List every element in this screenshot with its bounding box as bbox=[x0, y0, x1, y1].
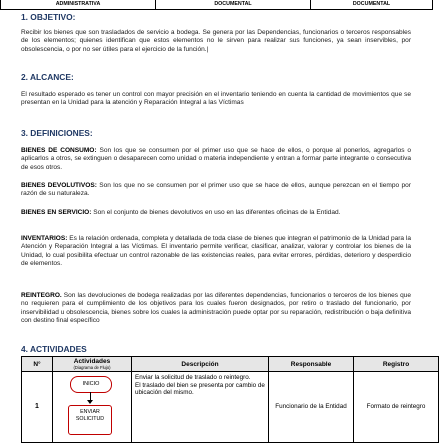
column-header-actividades bbox=[53, 357, 132, 372]
definition-text: Es la relación ordenada, completa y detallada de toda clase de bienes que integran el patrimonio de la Unidad para la Atención y Reparación Integral a las Víctimas. El inventario permite verificar, clasificar, analizar, valorar y controlar los bienes de la Unidad, lo cual posibilita efectuar un control razonable de las existencias reales, para evitar errores, pérdidas, deterioro y desperdicio de elementos. bbox=[21, 235, 411, 267]
flow-box-line1: ENVIAR bbox=[80, 409, 100, 415]
table-row bbox=[22, 372, 439, 443]
document-header-table bbox=[0, 0, 433, 10]
definition-term: REINTEGRO. bbox=[21, 292, 62, 299]
section-title-actividades: 4. ACTIVIDADES bbox=[21, 344, 87, 354]
definition-inventarios bbox=[21, 235, 411, 268]
header-cell-right-line2: DOCUMENTAL bbox=[352, 1, 391, 8]
column-header-responsable: Responsable bbox=[269, 357, 354, 372]
row-responsable: Funcionario de la Entidad bbox=[269, 372, 354, 443]
section-title-alcance: 2. ALCANCE: bbox=[21, 72, 74, 82]
activities-table bbox=[21, 356, 439, 443]
column-header-descripcion: Descripción bbox=[132, 357, 269, 372]
definition-bienes-consumo bbox=[21, 147, 411, 172]
column-header-actividades-label: Actividades bbox=[73, 358, 111, 365]
definition-text: Son los que se consumen por el primer uso que se hace de ellos, o porque al ponerlos, agregarlos o aplicarlos a otros, se extinguen o desaparecen como unidad o materia independiente y entran a formar parte integrante o consecutiva de esos otros. bbox=[21, 147, 411, 171]
flow-diagram-cell bbox=[53, 372, 132, 443]
activities-header-row bbox=[22, 357, 439, 372]
row-number: 1 bbox=[22, 372, 53, 443]
column-header-actividades-sub: (Diagrama de Flujo) bbox=[73, 365, 111, 370]
section-title-definiciones: 3. DEFINICIONES: bbox=[21, 128, 93, 138]
flow-arrow-icon bbox=[87, 400, 93, 404]
objetivo-text: Recibir los bienes que son trasladados de servicio a bodega. Se genera por las Dependencias, funcionarios o terceros responsables de los elementos; quienes identifican que estos elementos no le sirven para realizar sus funciones, ya sean inservibles, por obsolescencia, o por no ser útiles para el ejercicio de la función.| bbox=[21, 29, 411, 53]
definition-text: Son los que no se consumen por el primer uso que se hace de ellos, aunque perezcan en el tiempo por razón de su naturaleza. bbox=[21, 182, 411, 198]
definition-text: Son las devoluciones de bodega realizadas por las diferentes dependencias, funcionarios o terceros de los bienes que no requieren para el cumplimiento de los objetivos para los cuales fueron designados, por retiro o traslado del funcionario, por inservibilidad u obsolescencia, bienes sobre los cuales la administración puede optar por su reparación, redistribución o baja definitiva con destino final específico bbox=[21, 292, 411, 324]
definition-text: Son el conjunto de bienes devolutivos en uso en las diferentes oficinas de la Entidad. bbox=[91, 209, 341, 216]
definition-bienes-devolutivos bbox=[21, 182, 411, 199]
row-description bbox=[132, 372, 269, 443]
alcance-text: El resultado esperado es tener un control con mayor precisión en el inventario teniendo en cuenta la cantidad de movimientos que se presentan en la Unidad para la atención y Reparación Integral a las Víctimas bbox=[21, 91, 411, 107]
description-line1: Enviar la solicitud de traslado o reintegro. bbox=[135, 374, 251, 381]
description-line2: El traslado del bien se presenta por cambio de ubicación del mismo. bbox=[135, 381, 265, 397]
definition-bienes-servicio bbox=[21, 209, 411, 217]
definition-reintegro bbox=[21, 292, 411, 325]
flow-start-terminator: INICIO bbox=[70, 376, 112, 393]
definition-term: BIENES EN SERVICIO: bbox=[21, 209, 92, 216]
header-cell-right bbox=[311, 0, 433, 10]
flow-process-box bbox=[68, 405, 112, 435]
flow-box-line2: SOLICITUD bbox=[75, 415, 105, 422]
header-cell-mid: DOCUMENTAL bbox=[156, 0, 311, 10]
definition-term: BIENES DE CONSUMO: bbox=[21, 147, 97, 154]
row-registro: Formato de reintegro bbox=[354, 372, 439, 443]
definition-term: BIENES DEVOLUTIVOS: bbox=[21, 182, 97, 189]
header-cell-left: ADMINISTRATIVA bbox=[1, 0, 156, 10]
column-header-num: N° bbox=[22, 357, 53, 372]
definition-term: INVENTARIOS: bbox=[21, 235, 68, 242]
column-header-registro: Registro bbox=[354, 357, 439, 372]
section-title-objetivo: 1. OBJETIVO: bbox=[21, 12, 76, 22]
